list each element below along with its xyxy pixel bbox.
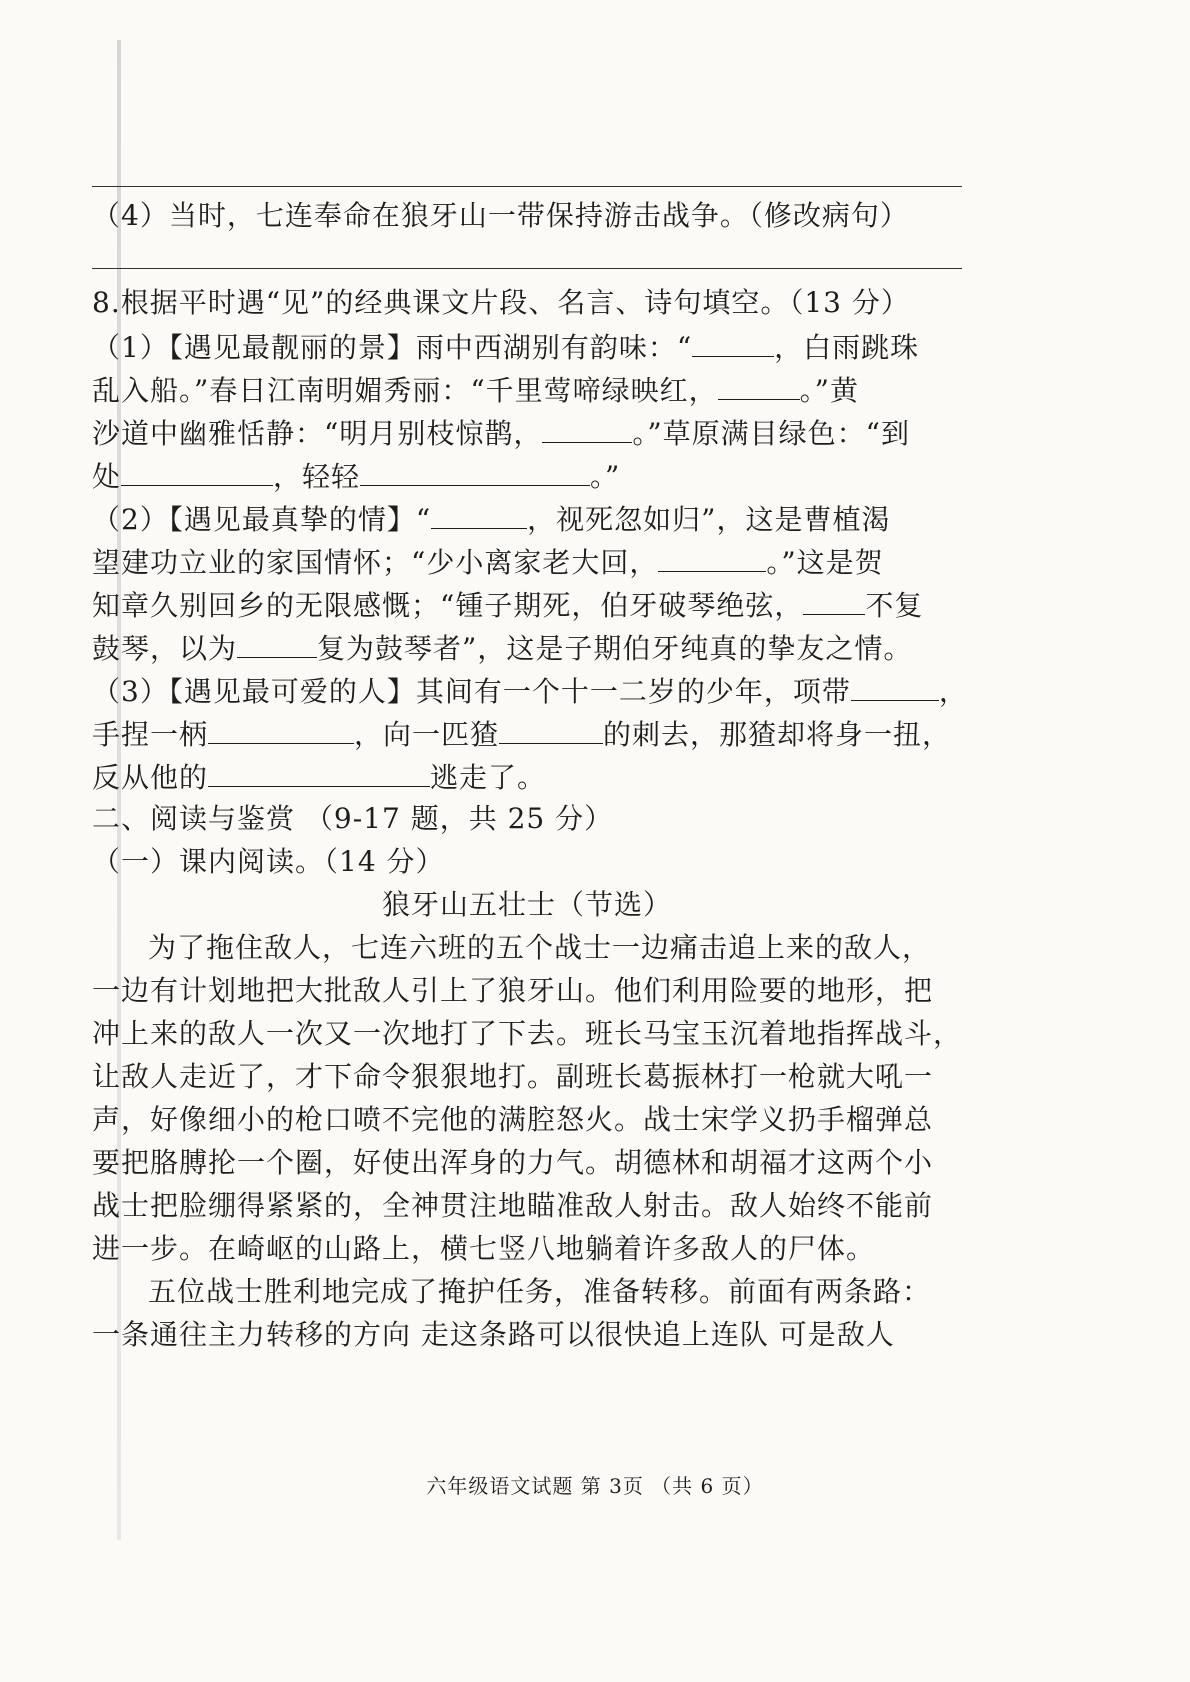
- answer-line-top: [92, 186, 962, 187]
- q8-p3-line2: [92, 713, 962, 755]
- q8-p2-line4: [92, 627, 962, 669]
- q8-p1-line2: [92, 369, 962, 411]
- text: 逃走了。: [430, 761, 547, 794]
- passage-line: 一边有计划地把大批敌人引上了狼牙山。他们利用险要的地形，把: [92, 974, 934, 1007]
- text: 不复: [865, 589, 924, 622]
- passage-line: 五位战士胜利地完成了掩护任务，准备转移。前面有两条路：: [148, 1275, 932, 1308]
- fill-blank[interactable]: [803, 584, 865, 615]
- fill-blank[interactable]: [121, 455, 273, 486]
- fill-blank[interactable]: [431, 498, 527, 529]
- q8-p1-line1: [92, 326, 962, 368]
- passage-line: 进一步。在崎岖的山路上，横七竖八地躺着许多敌人的尸体。: [92, 1232, 876, 1265]
- passage-line: 一条通往主力转移的方向 走这条路可以很快追上连队 可是敌人: [92, 1318, 895, 1351]
- fill-blank[interactable]: [692, 326, 774, 357]
- q7-4-text: （4）当时，七连奉命在狼牙山一带保持游击战争。（修改病句）: [92, 199, 909, 232]
- section2-sub: （一）课内阅读。（14 分）: [92, 845, 445, 878]
- q8-p1-line4: [92, 455, 962, 497]
- fill-blank[interactable]: [658, 541, 766, 572]
- fill-blank[interactable]: [208, 713, 354, 744]
- passage-line: 为了拖住敌人，七连六班的五个战士一边痛击追上来的敌人，: [148, 931, 932, 964]
- text: 乱入船。”春日江南明媚秀丽：“千里莺啼绿映红，: [92, 374, 718, 407]
- text: ，向一匹猹: [354, 718, 500, 751]
- passage-line: 让敌人走近了，才下命令狠狠地打。副班长葛振林打一枪就大吼一: [92, 1060, 934, 1093]
- text: 。”草原满目绿色：“到: [632, 417, 910, 450]
- section2-heading: 二、阅读与鉴赏 （9-17 题，共 25 分）: [92, 802, 614, 835]
- passage-line: 声，好像细小的枪口喷不完他的满腔怒火。战士宋学义扔手榴弹总: [92, 1103, 934, 1136]
- passage-line: 战士把脸绷得紧紧的，全神贯注地瞄准敌人射击。敌人始终不能前: [92, 1189, 934, 1222]
- text: 知章久别回乡的无限感慨；“锺子期死，伯牙破琴绝弦，: [92, 589, 804, 622]
- fill-blank[interactable]: [360, 455, 590, 486]
- q8-p2-line2: [92, 541, 962, 583]
- fill-blank[interactable]: [851, 670, 939, 701]
- text: 望建功立业的家国情怀；“少小离家老大回，: [92, 546, 659, 579]
- q8-p3-line3: [92, 756, 962, 798]
- text: 。”: [590, 460, 621, 493]
- q8-p2-line1: [92, 498, 962, 540]
- text: 沙道中幽雅恬静：“明月别枝惊鹊，: [92, 417, 543, 450]
- text: 复为鼓琴者”，这是子期伯牙纯真的挚友之情。: [317, 632, 913, 665]
- text: ，视死忽如归”，这是曹植渴: [527, 503, 891, 536]
- q8-p3-line1: [92, 670, 968, 712]
- text: 手捏一柄: [92, 718, 209, 751]
- text: 。”黄: [799, 374, 859, 407]
- fill-blank[interactable]: [208, 756, 430, 787]
- text: （2）【遇见最真挚的情】“: [92, 503, 432, 536]
- q8-p2-line3: [92, 584, 962, 626]
- answer-line-q7-4[interactable]: [92, 268, 962, 269]
- text: 鼓琴，以为: [92, 632, 238, 665]
- passage-line: 要把胳膊抡一个圈，好使出浑身的力气。胡德林和胡福才这两个小: [92, 1146, 934, 1179]
- q8-p1-line3: [92, 412, 962, 454]
- text: 处: [92, 460, 122, 493]
- text: 的刺去，那猹却将身一扭，: [603, 718, 952, 751]
- fill-blank[interactable]: [237, 627, 317, 658]
- text: 反从他的: [92, 761, 209, 794]
- text: （1）【遇见最靓丽的景】雨中西湖别有韵味：“: [92, 331, 693, 364]
- fill-blank[interactable]: [499, 713, 603, 744]
- fill-blank[interactable]: [542, 412, 632, 443]
- fill-blank[interactable]: [718, 369, 800, 400]
- q8-heading: 8.根据平时遇“见”的经典课文片段、名言、诗句填空。（13 分）: [92, 286, 910, 319]
- text: （3）【遇见最可爱的人】其间有一个十一二岁的少年，项带: [92, 675, 851, 708]
- passage-title: 狼牙山五壮士（节选）: [381, 888, 672, 921]
- text: ，轻轻: [273, 460, 361, 493]
- text: ，白雨跳珠: [774, 331, 920, 364]
- text: 。”这是贺: [766, 546, 884, 579]
- page-footer: 六年级语文试题 第 3页 （共 6 页）: [426, 1474, 764, 1498]
- passage-line: 冲上来的敌人一次又一次地打了下去。班长马宝玉沉着地指挥战斗，: [92, 1017, 963, 1050]
- text: ，: [938, 675, 968, 708]
